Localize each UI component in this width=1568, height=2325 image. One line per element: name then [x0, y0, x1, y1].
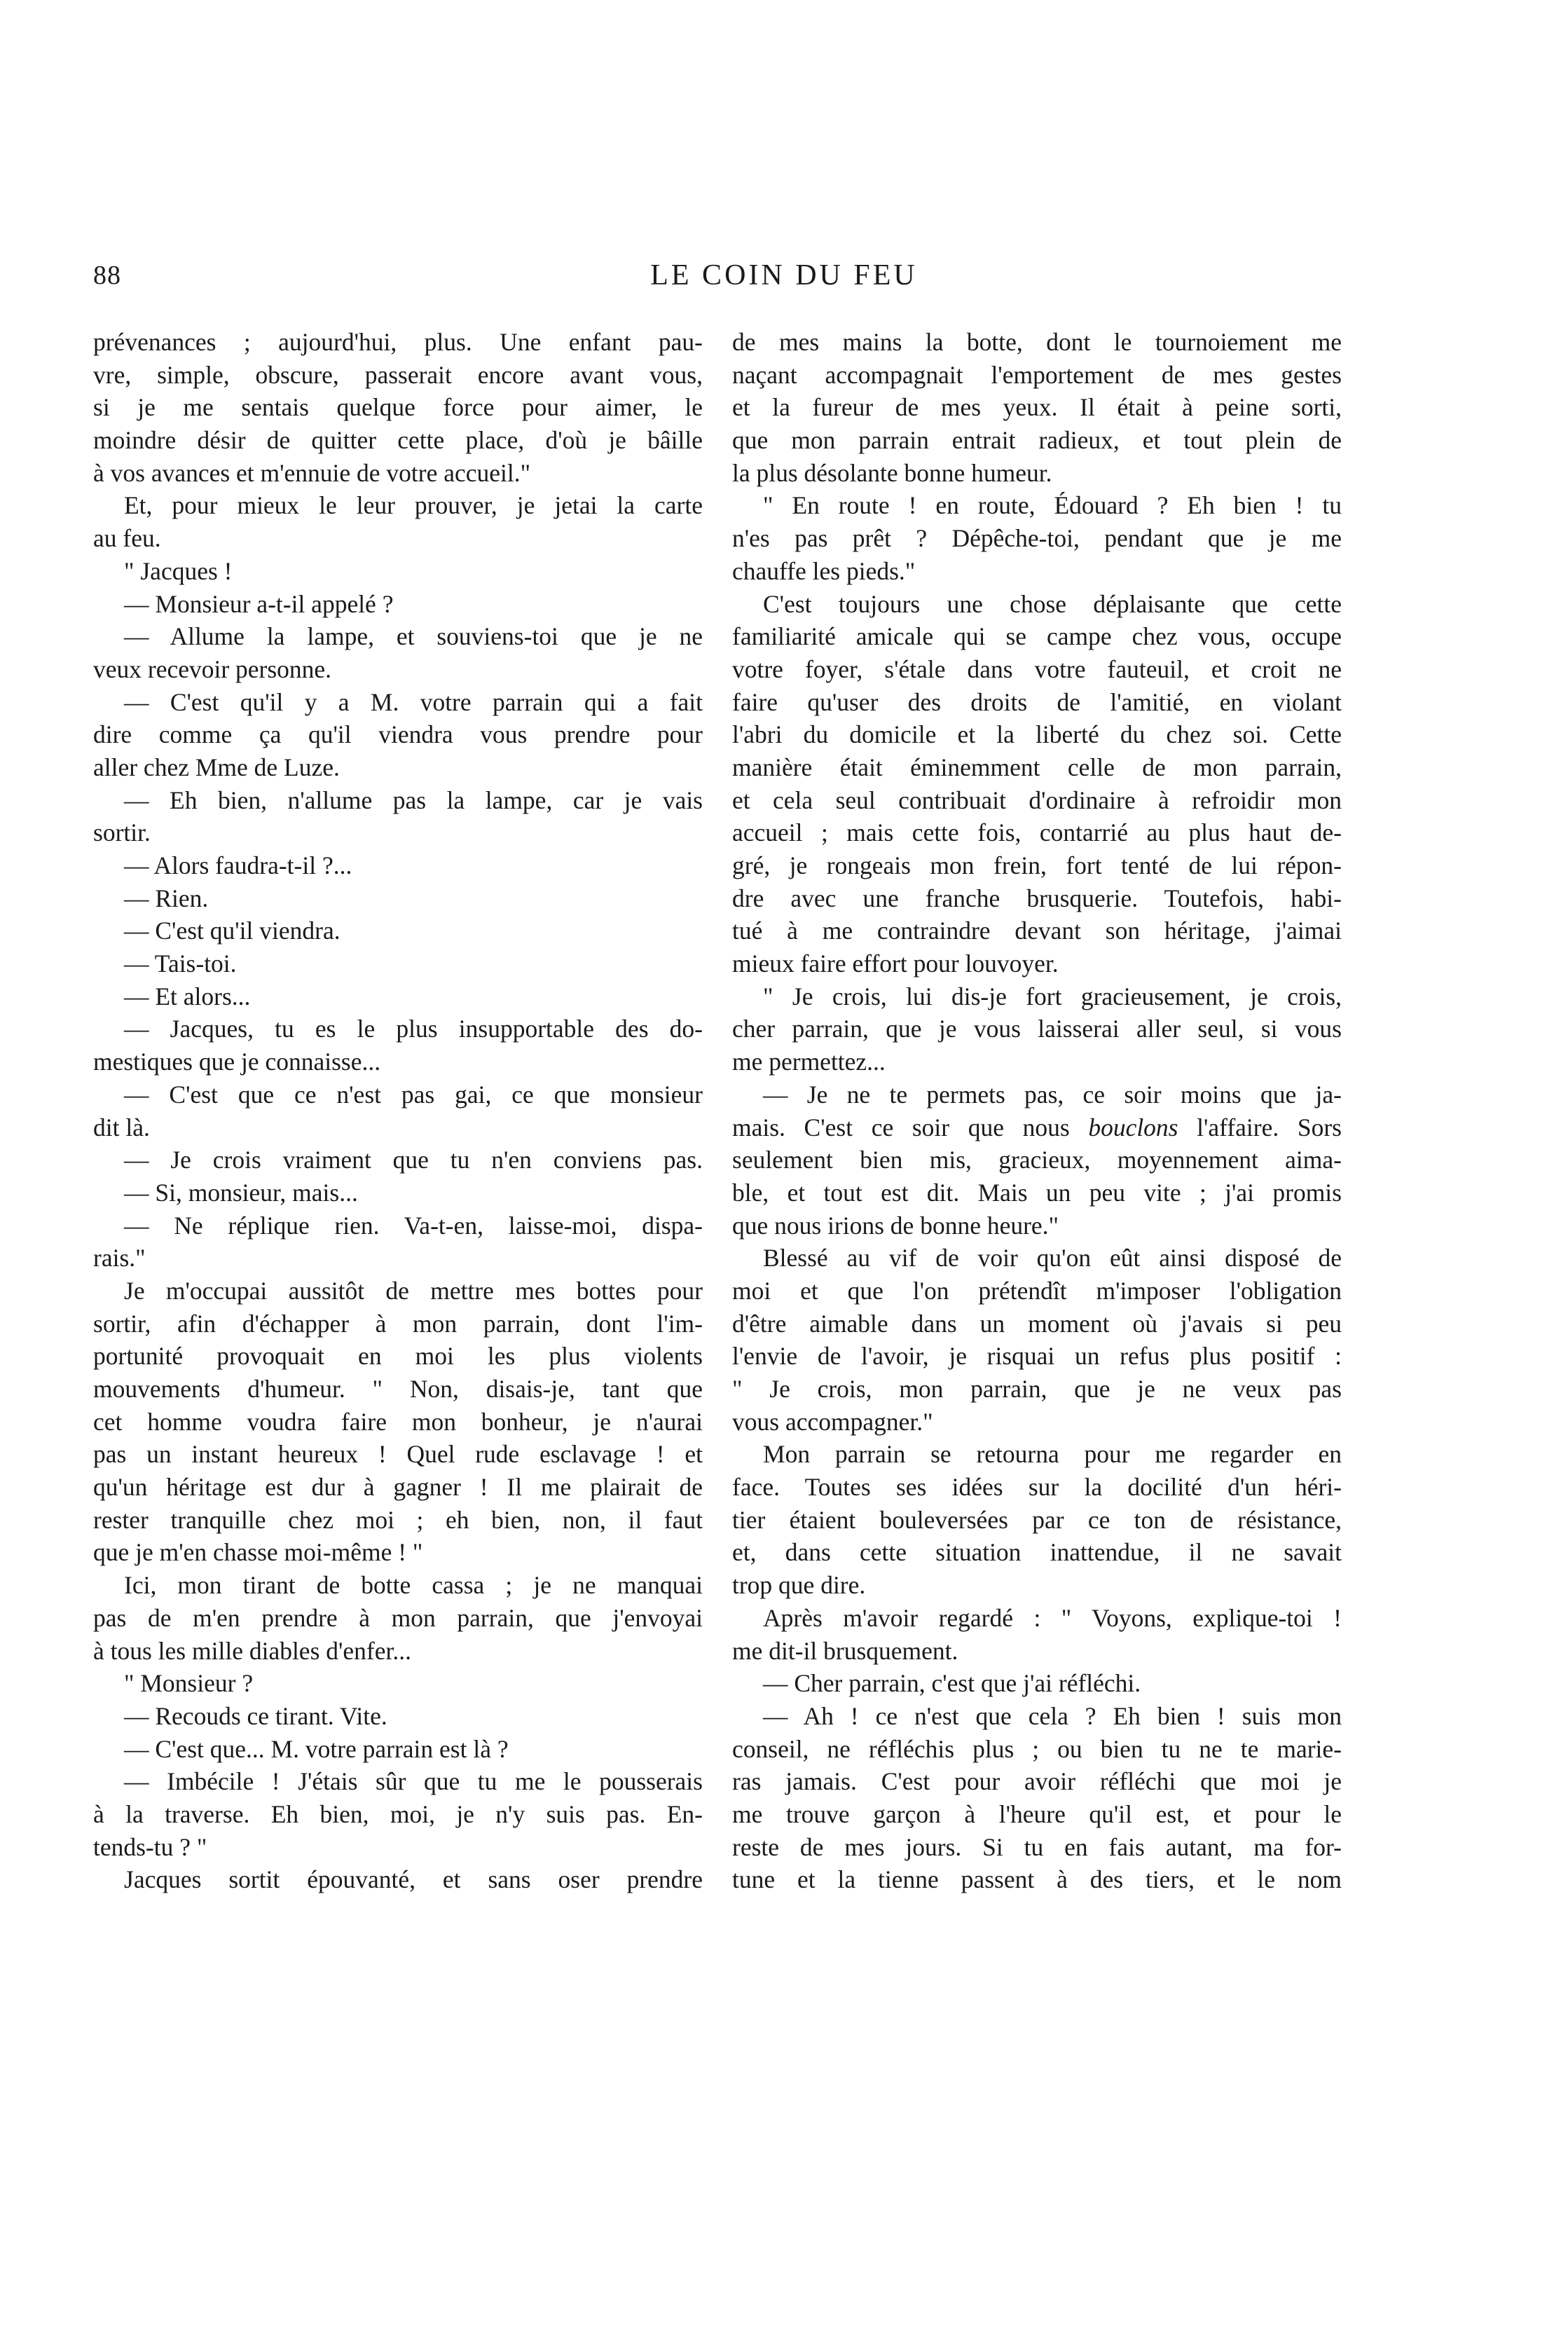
right-column — [732, 326, 1342, 1896]
text-line: — Cher parrain, c'est que j'ai réfléchi. — [763, 1669, 1141, 1698]
text-line: naçant accompagnait l'emportement de mes gestes — [732, 360, 1342, 389]
text-line: me permettez... — [732, 1048, 886, 1076]
text-line: ras jamais. C'est pour avoir réfléchi que moi je — [732, 1767, 1342, 1796]
text-line: prévenances ; aujourd'hui, plus. Une enfant pau- — [93, 328, 703, 356]
text-line: d'être aimable dans un moment où j'avais si peu — [732, 1309, 1342, 1338]
text-line: accueil ; mais cette fois, contarrié au plus haut de- — [732, 818, 1342, 847]
text-line: à la traverse. Eh bien, moi, je n'y suis pas. En- — [93, 1799, 703, 1828]
text-line: — Si, monsieur, mais... — [124, 1178, 358, 1207]
text-line: me dit-il brusquement. — [732, 1636, 958, 1665]
text-line: dire comme ça qu'il viendra vous prendre pour — [93, 720, 703, 749]
page-number: 88 — [93, 261, 121, 290]
text-line: tué à me contraindre devant son héritage, j'aimai — [732, 917, 1342, 945]
text-line: que nous irions de bonne heure." — [732, 1211, 1059, 1240]
text-line: Ici, mon tirant de botte cassa ; je ne manquai — [124, 1571, 703, 1600]
running-title: LE COIN DU FEU — [650, 259, 918, 292]
text-line: qu'un héritage est dur à gagner ! Il me plairait de — [93, 1473, 703, 1502]
text-line: Je m'occupai aussitôt de mettre mes bottes pour — [124, 1276, 703, 1305]
text-line: Mon parrain se retourna pour me regarder en — [763, 1440, 1342, 1469]
text-line: pas un instant heureux ! Quel rude esclavage ! et — [93, 1440, 703, 1469]
text-line: veux recevoir personne. — [93, 654, 332, 683]
text-line: reste de mes jours. Si tu en fais autant, ma for- — [732, 1832, 1342, 1861]
text-line: rester tranquille chez moi ; eh bien, non, il faut — [93, 1505, 703, 1534]
text-line: — C'est qu'il y a M. votre parrain qui a fait — [124, 687, 703, 716]
text-line: l'envie de l'avoir, je risquai un refus plus positif : — [732, 1342, 1342, 1371]
text-line: votre foyer, s'étale dans votre fauteuil, et croit ne — [732, 654, 1342, 683]
text-line: — Rien. — [124, 884, 209, 912]
text-line: au feu. — [93, 524, 161, 553]
left-column — [93, 326, 703, 1896]
text-line: gré, je rongeais mon frein, fort tenté de lui répon- — [732, 851, 1342, 879]
text-line: — Alors faudra-t-il ?... — [124, 851, 352, 879]
text-line: " En route ! en route, Édouard ? Eh bien ! tu — [763, 491, 1342, 520]
text-line: dre avec une franche brusquerie. Toutefois, habi- — [732, 884, 1342, 912]
text-line: si je me sentais quelque force pour aimer, le — [93, 393, 703, 422]
text-line: la plus désolante bonne humeur. — [732, 458, 1052, 487]
text-line: tune et la tienne passent à des tiers, et le nom — [732, 1865, 1342, 1894]
italic-word: bouclons — [1088, 1113, 1178, 1141]
text-line: et la fureur de mes yeux. Il était à peine sorti, — [732, 393, 1342, 422]
text-line: — Eh bien, n'allume pas la lampe, car je vais — [124, 786, 703, 814]
text-line: à vos avances et m'ennuie de votre accueil." — [93, 458, 531, 487]
text-line: — Imbécile ! J'étais sûr que tu me le pousserais — [124, 1767, 703, 1796]
text-line: rais." — [93, 1244, 146, 1273]
text-line: — Monsieur a-t-il appelé ? — [124, 589, 394, 618]
text-line: moi et que l'on prétendît m'imposer l'obligation — [732, 1276, 1342, 1305]
text-line: — Recouds ce tirant. Vite. — [124, 1701, 387, 1730]
text-line: moindre désir de quitter cette place, d'où je bâille — [93, 426, 703, 455]
text-line: face. Toutes ses idées sur la docilité d'un héri- — [732, 1473, 1342, 1502]
text-line: mouvements d'humeur. " Non, disais-je, tant que — [93, 1375, 703, 1403]
text-line: " Monsieur ? — [124, 1669, 254, 1698]
text-line: conseil, ne réfléchis plus ; ou bien tu ne te marie- — [732, 1734, 1342, 1763]
text-line: sortir. — [93, 818, 151, 847]
text-line: cet homme voudra faire mon bonheur, je n'aurai — [93, 1407, 703, 1436]
text-line: mieux faire effort pour louvoyer. — [732, 949, 1059, 978]
text-line: — Jacques, tu es le plus insupportable des do- — [124, 1015, 703, 1043]
text-line: me trouve garçon à l'heure qu'il est, et pour le — [732, 1799, 1342, 1828]
text-line: tier étaient bouleversées par ce ton de résistance, — [732, 1505, 1342, 1534]
text-segment: mais. C'est ce soir que nous — [732, 1113, 1089, 1141]
text-line: — Ah ! ce n'est que cela ? Eh bien ! suis mon — [763, 1701, 1342, 1730]
text-line: — Je crois vraiment que tu n'en conviens pas. — [124, 1146, 703, 1174]
text-line: familiarité amicale qui se campe chez vous, occupe — [732, 622, 1342, 651]
text-line: — Et alors... — [124, 982, 251, 1010]
text-segment: l'affaire. Sors — [1178, 1113, 1342, 1141]
text-line: vous accompagner." — [732, 1407, 933, 1436]
text-line: — Je ne te permets pas, ce soir moins que ja- — [763, 1080, 1342, 1109]
text-line — [732, 1111, 1342, 1144]
text-line: que mon parrain entrait radieux, et tout plein de — [732, 426, 1342, 455]
text-line: chauffe les pieds." — [732, 556, 916, 585]
text-line: " Je crois, lui dis-je fort gracieusement, je crois, — [763, 982, 1342, 1010]
text-line: cher parrain, que je vous laisserai aller seul, si vous — [732, 1015, 1342, 1043]
text-line: de mes mains la botte, dont le tournoiement me — [732, 328, 1342, 356]
text-line: l'abri du domicile et la liberté du chez soi. Cette — [732, 720, 1342, 749]
text-line: — Tais-toi. — [124, 949, 237, 978]
text-line: faire qu'user des droits de l'amitié, en violant — [732, 687, 1342, 716]
text-line: et, dans cette situation inattendue, il ne savait — [732, 1538, 1342, 1567]
text-line: — Ne réplique rien. Va-t-en, laisse-moi, dispa- — [124, 1211, 703, 1240]
text-line: mestiques que je connaisse... — [93, 1048, 381, 1076]
text-line: ble, et tout est dit. Mais un peu vite ; j'ai promis — [732, 1178, 1342, 1207]
text-line: à tous les mille diables d'enfer... — [93, 1636, 411, 1665]
text-line: " Je crois, mon parrain, que je ne veux pas — [732, 1375, 1342, 1403]
text-line: Et, pour mieux le leur prouver, je jetai la carte — [124, 491, 703, 520]
text-line: Après m'avoir regardé : " Voyons, explique-toi ! — [763, 1603, 1342, 1632]
text-line: trop que dire. — [732, 1571, 866, 1600]
text-line: — Allume la lampe, et souviens-toi que je ne — [124, 622, 703, 651]
text-line: Blessé au vif de voir qu'on eût ainsi disposé de — [763, 1244, 1342, 1273]
text-line: vre, simple, obscure, passerait encore avant vous, — [93, 360, 703, 389]
text-line: " Jacques ! — [124, 556, 233, 585]
text-line: n'es pas prêt ? Dépêche-toi, pendant que je me — [732, 524, 1342, 553]
text-line: portunité provoquait en moi les plus violents — [93, 1342, 703, 1371]
text-line: — C'est que... M. votre parrain est là ? — [124, 1734, 509, 1763]
text-line: aller chez Mme de Luze. — [93, 753, 340, 781]
text-line: seulement bien mis, gracieux, moyennement aima- — [732, 1146, 1342, 1174]
text-line: C'est toujours une chose déplaisante que cette — [763, 589, 1342, 618]
text-line: sortir, afin d'échapper à mon parrain, dont l'im- — [93, 1309, 703, 1338]
text-line: que je m'en chasse moi-même ! " — [93, 1538, 423, 1567]
text-line: Jacques sortit épouvanté, et sans oser prendre — [124, 1865, 703, 1894]
text-line: et cela seul contribuait d'ordinaire à refroidir mon — [732, 786, 1342, 814]
text-line: — C'est que ce n'est pas gai, ce que monsieur — [124, 1080, 703, 1109]
text-line: tends-tu ? " — [93, 1832, 207, 1861]
text-line: manière était éminemment celle de mon parrain, — [732, 753, 1342, 781]
text-line: — C'est qu'il viendra. — [124, 917, 341, 945]
text-line: pas de m'en prendre à mon parrain, que j'envoyai — [93, 1603, 703, 1632]
text-line: dit là. — [93, 1113, 150, 1141]
